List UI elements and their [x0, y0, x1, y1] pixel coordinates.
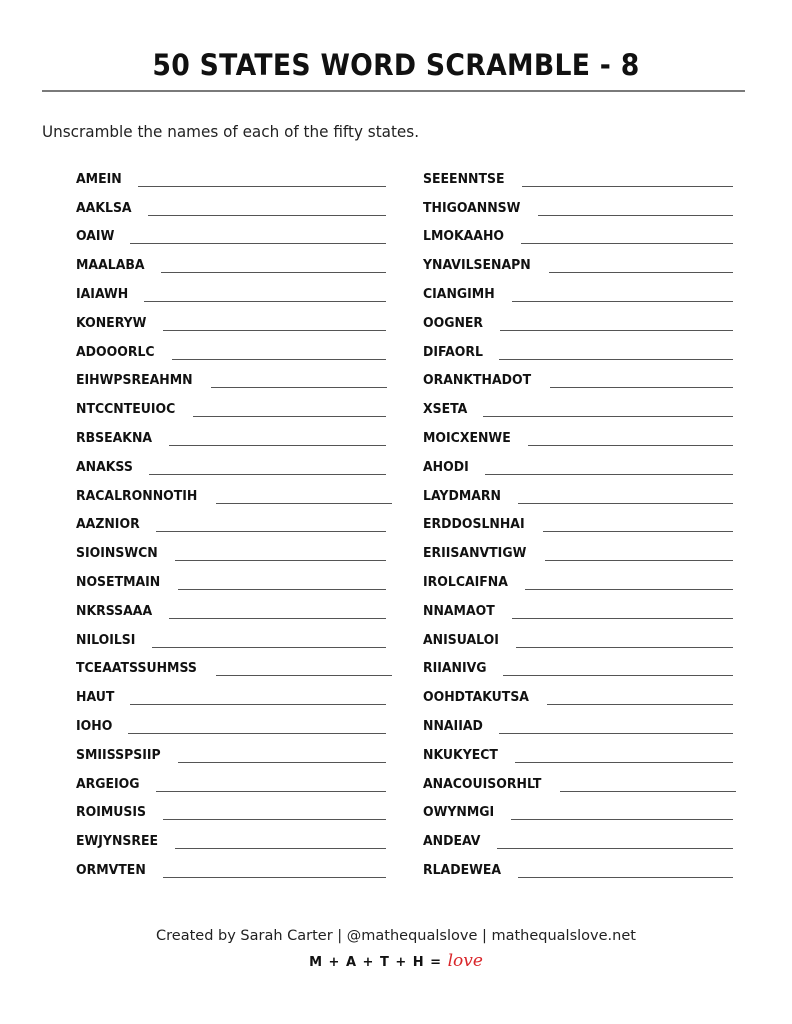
title-divider	[42, 90, 745, 92]
scrambled-word: IROLCAIFNA	[423, 574, 508, 590]
scrambled-word: NNAMAOT	[423, 603, 495, 619]
answer-field[interactable]	[538, 199, 733, 216]
scramble-row	[76, 506, 386, 535]
scrambled-word: OWYNMGI	[423, 805, 495, 821]
scramble-row	[76, 822, 386, 851]
scramble-row	[423, 621, 733, 650]
scramble-row	[423, 304, 733, 333]
answer-field[interactable]	[216, 659, 392, 676]
scrambled-word: RIIANIVG	[423, 661, 487, 677]
scrambled-word: AHODI	[423, 459, 469, 475]
scramble-row	[76, 160, 386, 189]
scrambled-word: EWJYNSREE	[76, 834, 159, 850]
scrambled-word: DIFAORL	[423, 344, 483, 360]
scramble-row	[76, 419, 386, 448]
answer-field[interactable]	[547, 688, 733, 705]
scrambled-word: SIOINSWCN	[76, 546, 158, 562]
scramble-row	[76, 794, 386, 823]
answer-field[interactable]	[178, 746, 386, 763]
answer-field[interactable]	[156, 515, 386, 532]
scrambled-word: LAYDMARN	[423, 488, 501, 504]
answer-field[interactable]	[130, 227, 386, 244]
answer-field[interactable]	[512, 285, 733, 302]
answer-field[interactable]	[518, 487, 733, 504]
answer-field[interactable]	[503, 659, 733, 676]
answer-field[interactable]	[169, 429, 386, 446]
scramble-row	[76, 246, 386, 275]
answer-field[interactable]	[172, 343, 386, 360]
scramble-row	[423, 765, 733, 794]
scrambled-word: MOICXENWE	[423, 430, 511, 446]
scramble-row	[423, 390, 733, 419]
scramble-row	[423, 707, 733, 736]
scramble-row	[76, 736, 386, 765]
answer-field[interactable]	[560, 775, 736, 792]
scrambled-word: ADOOORLC	[76, 344, 155, 360]
scrambled-word: ORMVTEN	[76, 862, 146, 878]
scramble-row	[423, 563, 733, 592]
scramble-row	[76, 304, 386, 333]
answer-field[interactable]	[499, 343, 733, 360]
scrambled-word: NILOILSI	[76, 632, 136, 648]
scrambled-word: ERIISANVTIGW	[423, 546, 527, 562]
answer-field[interactable]	[525, 573, 733, 590]
scramble-row	[76, 765, 386, 794]
scrambled-word: OOGNER	[423, 315, 484, 331]
answer-field[interactable]	[518, 861, 733, 878]
answer-field[interactable]	[138, 170, 386, 187]
scramble-row	[423, 592, 733, 621]
scramble-row	[76, 448, 386, 477]
scrambled-word: ANAKSS	[76, 459, 133, 475]
scrambled-word: ERDDOSLNHAI	[423, 517, 525, 533]
scrambled-word: TCEAATSSUHMSS	[76, 661, 197, 677]
scrambled-word: NKRSSAAA	[76, 603, 153, 619]
left-column	[76, 160, 386, 880]
scramble-row	[423, 822, 733, 851]
answer-field[interactable]	[216, 487, 392, 504]
scramble-row	[423, 189, 733, 218]
scrambled-word: AAKLSA	[76, 200, 132, 216]
answer-field[interactable]	[512, 602, 733, 619]
right-column	[423, 160, 733, 880]
answer-field[interactable]	[550, 371, 733, 388]
scramble-row	[423, 362, 733, 391]
scrambled-word: ORANKTHADOT	[423, 373, 532, 389]
page-title: 50 STATES WORD SCRAMBLE - 8	[152, 48, 640, 82]
answer-field[interactable]	[516, 631, 733, 648]
scramble-row	[423, 160, 733, 189]
scramble-row	[423, 650, 733, 679]
scramble-row	[76, 650, 386, 679]
scramble-row	[76, 592, 386, 621]
scrambled-word: YNAVILSENAPN	[423, 258, 531, 274]
answer-field[interactable]	[163, 314, 386, 331]
scrambled-word: NNAIIAD	[423, 718, 483, 734]
scramble-row	[76, 534, 386, 563]
scrambled-word: EIHWPSREAHMN	[76, 373, 193, 389]
scrambled-word: ANDEAV	[423, 834, 481, 850]
scramble-row	[423, 218, 733, 247]
logo-love: love	[447, 951, 483, 971]
scrambled-word: AAZNIOR	[76, 517, 140, 533]
scramble-row	[423, 448, 733, 477]
scrambled-word: RBSEAKNA	[76, 430, 153, 446]
answer-field[interactable]	[522, 170, 733, 187]
scrambled-word: OAIW	[76, 229, 115, 245]
instructions: Unscramble the names of each of the fifty states.	[42, 122, 420, 141]
scrambled-word: ANISUALOI	[423, 632, 499, 648]
answer-field[interactable]	[515, 746, 733, 763]
scrambled-word: AMEIN	[76, 171, 122, 187]
scramble-row	[423, 736, 733, 765]
scramble-row	[76, 563, 386, 592]
answer-field[interactable]	[528, 429, 733, 446]
answer-field[interactable]	[499, 717, 733, 734]
answer-field[interactable]	[130, 688, 386, 705]
scramble-row	[423, 419, 733, 448]
answer-field[interactable]	[144, 285, 386, 302]
answer-field[interactable]	[545, 544, 733, 561]
answer-field[interactable]	[211, 371, 387, 388]
scramble-row	[76, 390, 386, 419]
footer-logo	[0, 951, 792, 971]
answer-field[interactable]	[156, 775, 386, 792]
scrambled-word: IAIAWH	[76, 286, 129, 302]
scrambled-word: RLADEWEA	[423, 862, 502, 878]
scrambled-word: KONERYW	[76, 315, 147, 331]
answer-field[interactable]	[483, 400, 733, 417]
scramble-row	[76, 707, 386, 736]
scramble-row	[76, 189, 386, 218]
scramble-row	[423, 794, 733, 823]
scrambled-word: HAUT	[76, 690, 115, 706]
answer-field[interactable]	[500, 314, 733, 331]
scrambled-word: IOHO	[76, 718, 113, 734]
scrambled-word: ANACOUISORHLT	[423, 776, 542, 792]
answer-field[interactable]	[175, 832, 386, 849]
scramble-row	[423, 851, 733, 880]
answer-field[interactable]	[485, 458, 733, 475]
scrambled-word: NOSETMAIN	[76, 574, 161, 590]
scramble-row	[423, 534, 733, 563]
scrambled-word: MAALABA	[76, 258, 145, 274]
scramble-row	[76, 218, 386, 247]
scrambled-word: SEEENNTSE	[423, 171, 505, 187]
scramble-row	[76, 275, 386, 304]
scramble-row	[76, 333, 386, 362]
scrambled-word: CIANGIMH	[423, 286, 495, 302]
scrambled-word: LMOKAAHO	[423, 229, 505, 245]
footer-credit: Created by Sarah Carter | @mathequalslove | mathequalslove.net	[156, 928, 636, 944]
scrambled-word: THIGOANNSW	[423, 200, 521, 216]
scrambled-word: NKUKYECT	[423, 747, 498, 763]
scramble-row	[423, 477, 733, 506]
scrambled-word: NTCCNTEUIOC	[76, 402, 176, 418]
answer-field[interactable]	[163, 803, 386, 820]
scramble-row	[423, 678, 733, 707]
scramble-row	[76, 851, 386, 880]
scramble-row	[423, 333, 733, 362]
scramble-row	[76, 477, 386, 506]
scrambled-word: OOHDTAKUTSA	[423, 690, 529, 706]
scrambled-word: XSETA	[423, 402, 468, 418]
answer-field[interactable]	[521, 227, 733, 244]
answer-field[interactable]	[175, 544, 386, 561]
scrambled-word: SMIISSPSIIP	[76, 747, 161, 763]
scramble-row	[76, 621, 386, 650]
answer-field[interactable]	[161, 256, 386, 273]
answer-field[interactable]	[148, 199, 386, 216]
answer-field[interactable]	[549, 256, 733, 273]
answer-field[interactable]	[178, 573, 386, 590]
answer-field[interactable]	[152, 631, 386, 648]
answer-field[interactable]	[169, 602, 386, 619]
logo-text: M + A + T + H =	[309, 955, 448, 970]
scrambled-word: RACALRONNOTIH	[76, 488, 198, 504]
answer-field[interactable]	[511, 803, 733, 820]
answer-field[interactable]	[193, 400, 386, 417]
scramble-row	[423, 506, 733, 535]
scramble-row	[423, 275, 733, 304]
answer-field[interactable]	[163, 861, 386, 878]
answer-field[interactable]	[128, 717, 386, 734]
answer-field[interactable]	[149, 458, 386, 475]
scrambled-word: ARGEIOG	[76, 776, 140, 792]
scramble-row	[423, 246, 733, 275]
scramble-row	[76, 362, 386, 391]
answer-field[interactable]	[543, 515, 733, 532]
scrambled-word: ROIMUSIS	[76, 805, 147, 821]
answer-field[interactable]	[497, 832, 733, 849]
scramble-row	[76, 678, 386, 707]
